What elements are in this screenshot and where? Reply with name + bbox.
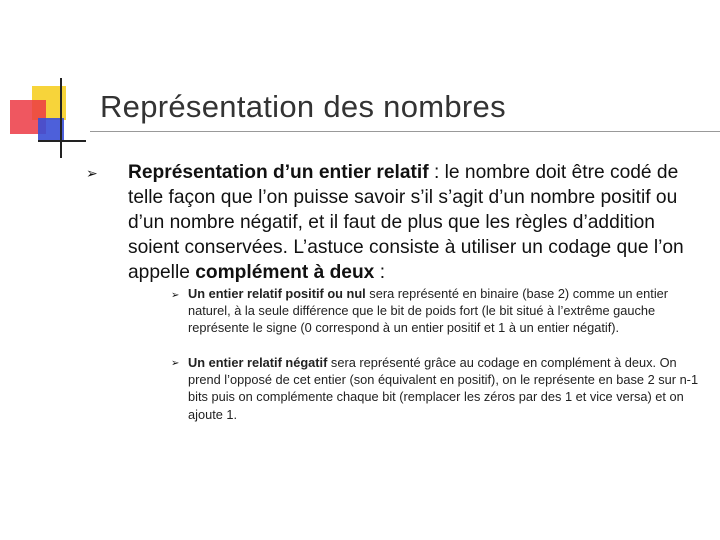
main-bullet-term: complément à deux	[195, 262, 375, 283]
sub-bullet-positive	[188, 285, 703, 337]
title-underline	[90, 131, 720, 132]
logo-horizontal-line	[38, 140, 86, 142]
sub-bullet-positive-lead: Un entier relatif positif ou nul	[188, 286, 366, 301]
sub-bullet-negative	[188, 354, 703, 423]
logo-vertical-line	[60, 78, 62, 158]
sub-bullet-negative-lead: Un entier relatif négatif	[188, 355, 328, 370]
main-bullet-end: :	[374, 262, 386, 283]
sub-bullet-negative-body: sera représenté grâce au codage en complément à deux. On prend l’opposé de cet entier (son équivalent en positif), on le représente en base 2 sur n-1 bits puis on complémente chaque bit (remplacer les zéros par des 1 et vice versa) et on ajoute 1.	[188, 355, 699, 422]
sub-bullet-arrow-icon: ➢	[171, 358, 180, 369]
main-bullet-lead: Représentation d’un entier relatif	[128, 162, 429, 183]
slide-title: Représentation des nombres	[100, 89, 506, 124]
sub-bullet-arrow-icon: ➢	[171, 290, 180, 301]
main-bullet-text	[128, 160, 708, 285]
sub-bullet-positive-body: sera représenté en binaire (base 2) comme un entier naturel, à la seule différence que le bit de poids fort (le bit situé à l’extrême gauche représente le signe (0 correspond à un entier positif et 1 à un entier négatif).	[188, 286, 669, 336]
bullet-arrow-icon: ➢	[86, 166, 98, 182]
main-bullet-body: : le nombre doit être codé de telle façon que l’on puisse savoir s’il s’agit d’un nombre positif ou d’un nombre négatif, et il faut de plus que les règles d’addition soient conservées. L’astuce consiste à utiliser un codage que l’on appelle	[128, 162, 684, 283]
